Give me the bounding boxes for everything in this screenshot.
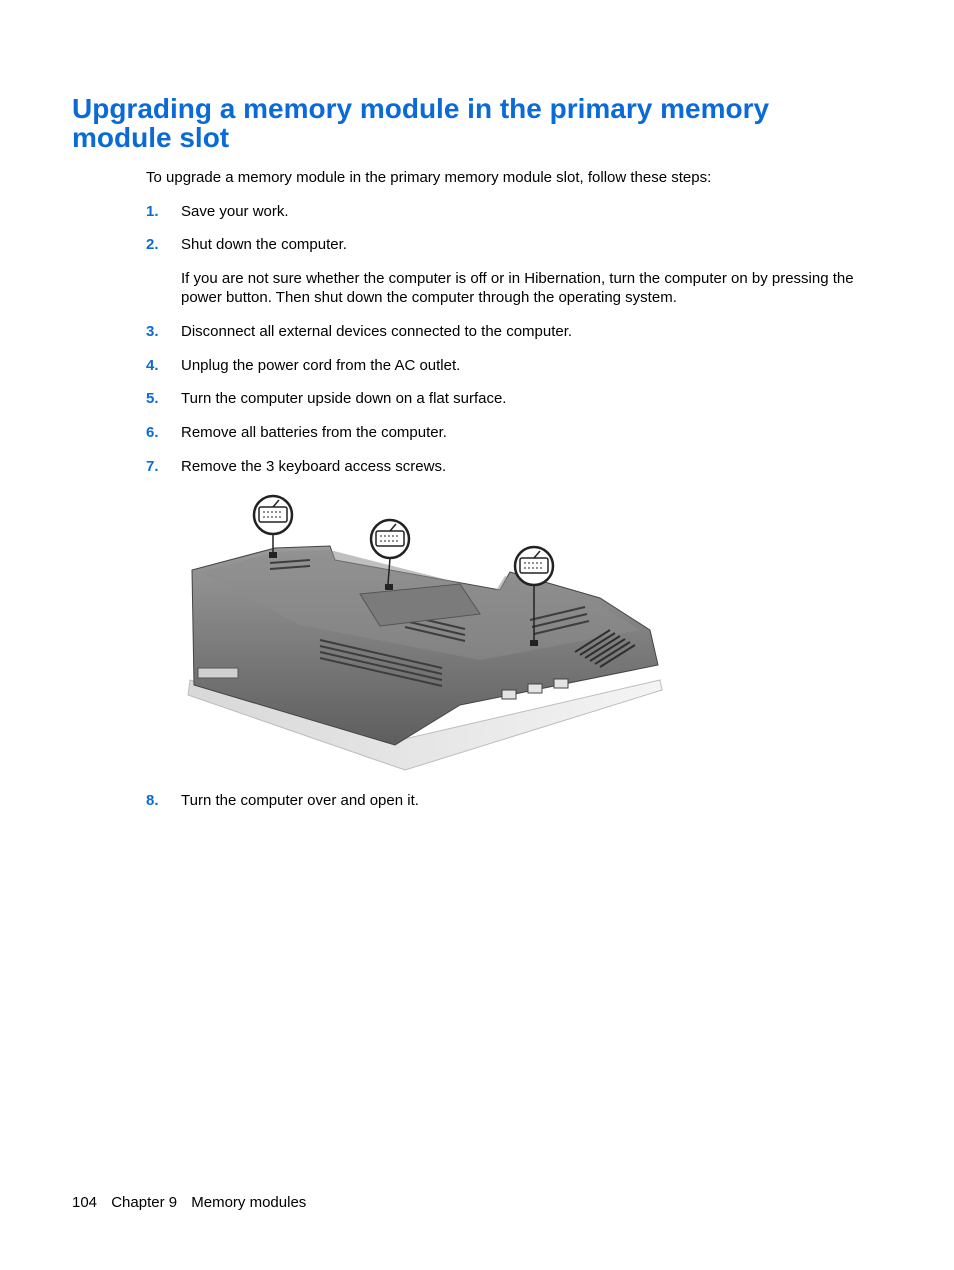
step-number: 8.	[146, 792, 159, 809]
page-number: 104	[72, 1194, 98, 1211]
step-text: Disconnect all external devices connected to the computer.	[181, 323, 573, 340]
step-number: 1.	[146, 203, 159, 220]
section-label: Memory modules	[191, 1194, 307, 1211]
step-text: Remove all batteries from the computer.	[181, 424, 447, 441]
step-text: Turn the computer over and open it.	[181, 792, 419, 809]
step-text: Save your work.	[181, 203, 289, 220]
step-number: 2.	[146, 236, 159, 253]
keyboard-icon	[254, 496, 292, 534]
step-number: 4.	[146, 357, 159, 374]
step-note: If you are not sure whether the computer is off or in Hibernation, turn the computer on by pressing the power button. Then shut down the computer through the operating system.	[181, 270, 854, 306]
page-title: Upgrading a memory module in the primary memory module slot	[72, 93, 770, 153]
laptop-bottom-illustration	[180, 490, 670, 780]
step-text: Unplug the power cord from the AC outlet.	[181, 357, 461, 374]
step-number: 3.	[146, 323, 159, 340]
page-footer	[72, 1193, 316, 1212]
step-text: Remove the 3 keyboard access screws.	[181, 458, 447, 475]
step-number: 7.	[146, 458, 159, 475]
step-number: 5.	[146, 390, 159, 407]
chapter-label: Chapter 9	[111, 1194, 178, 1211]
step-number: 6.	[146, 424, 159, 441]
intro-text: To upgrade a memory module in the primary memory module slot, follow these steps:	[146, 169, 712, 186]
step-text: Turn the computer upside down on a flat surface.	[181, 390, 507, 407]
keyboard-icon	[371, 520, 409, 558]
step-text: Shut down the computer.	[181, 236, 347, 253]
keyboard-icon	[515, 547, 553, 585]
